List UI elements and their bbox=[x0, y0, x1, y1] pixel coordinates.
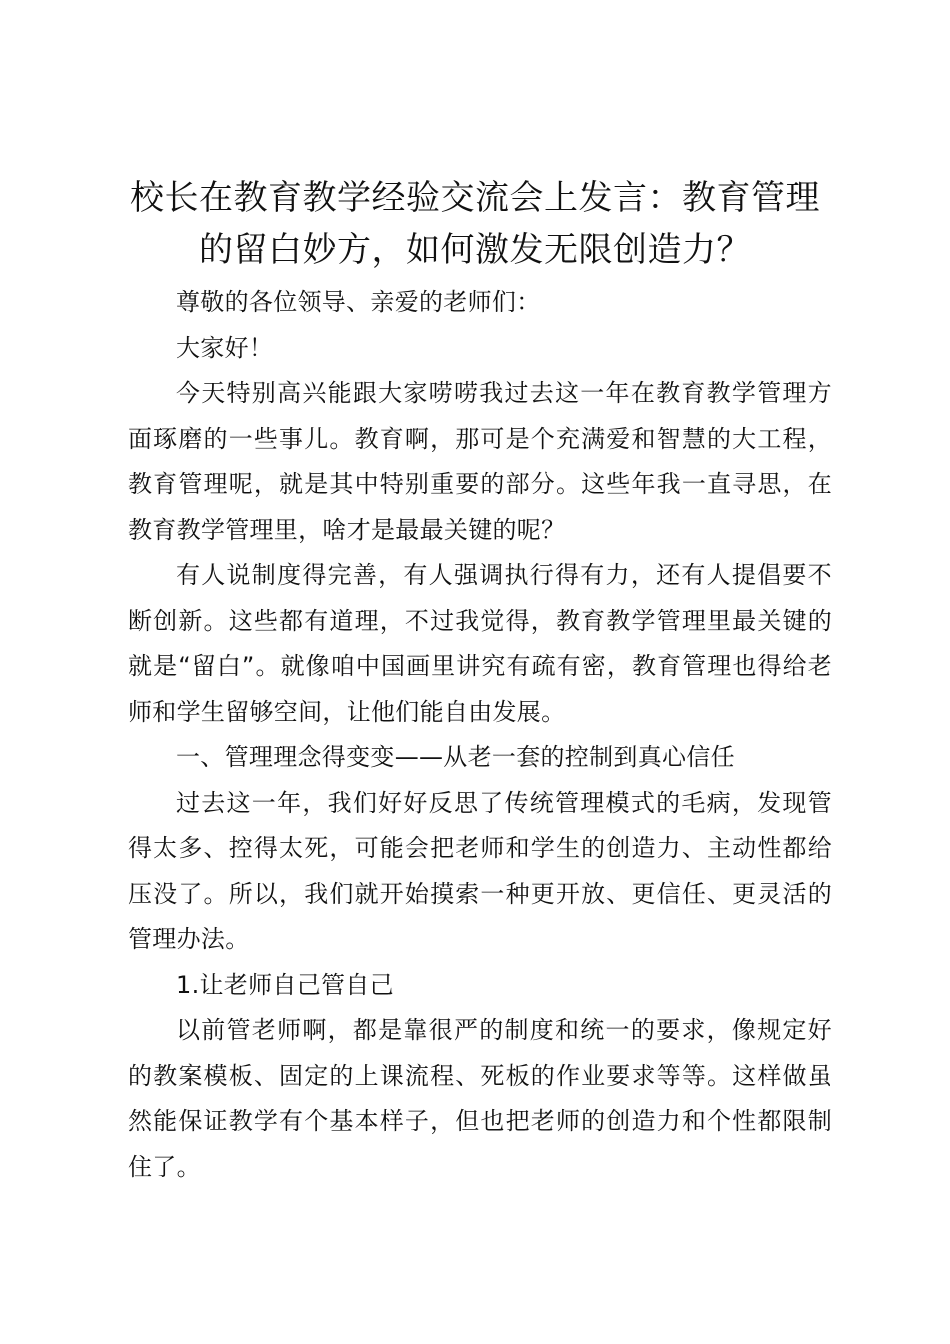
greeting-paragraph: 尊敬的各位领导、亲爱的老师们： bbox=[176, 288, 541, 316]
hello-paragraph: 大家好！ bbox=[176, 333, 274, 362]
document-title: 校长在教育教学经验交流会上发言：教育管理的留白妙方，如何激发无限创造力？ bbox=[130, 178, 820, 270]
section-heading-1: 一、管理理念得变变——从老一套的控制到真心信任 bbox=[176, 743, 735, 771]
reflection-paragraph: 过去这一年，我们好好反思了传统管理模式的毛病，发现管得太多、控得太死，可能会把老师和学生的创造力、主动性都给压没了。所以，我们就开始摸索一种更开放、更信任、更灵活的管理办法。 bbox=[128, 788, 832, 953]
teacher-management-paragraph: 以前管老师啊，都是靠很严的制度和统一的要求，像规定好的教案模板、固定的上课流程、死板的作业要求等等。这样做虽然能保证教学有个基本样子，但也把老师的创造力和个性都限制住了。 bbox=[128, 1016, 832, 1181]
document-body bbox=[128, 280, 832, 1190]
subsection-heading-1: 1.让老师自己管自己 bbox=[176, 970, 394, 999]
intro-paragraph: 今天特别高兴能跟大家唠唠我过去这一年在教育教学管理方面琢磨的一些事儿。教育啊，那可是个充满爱和智慧的大工程，教育管理呢，就是其中特别重要的部分。这些年我一直寻思，在教育教学管理里，啥才是最最关键的呢？ bbox=[128, 379, 832, 544]
key-point-paragraph: 有人说制度得完善，有人强调执行得有力，还有人提倡要不断创新。这些都有道理，不过我觉得，教育教学管理里最关键的就是“留白”。就像咱中国画里讲究有疏有密，教育管理也得给老师和学生留够空间，让他们能自由发展。 bbox=[128, 561, 832, 726]
